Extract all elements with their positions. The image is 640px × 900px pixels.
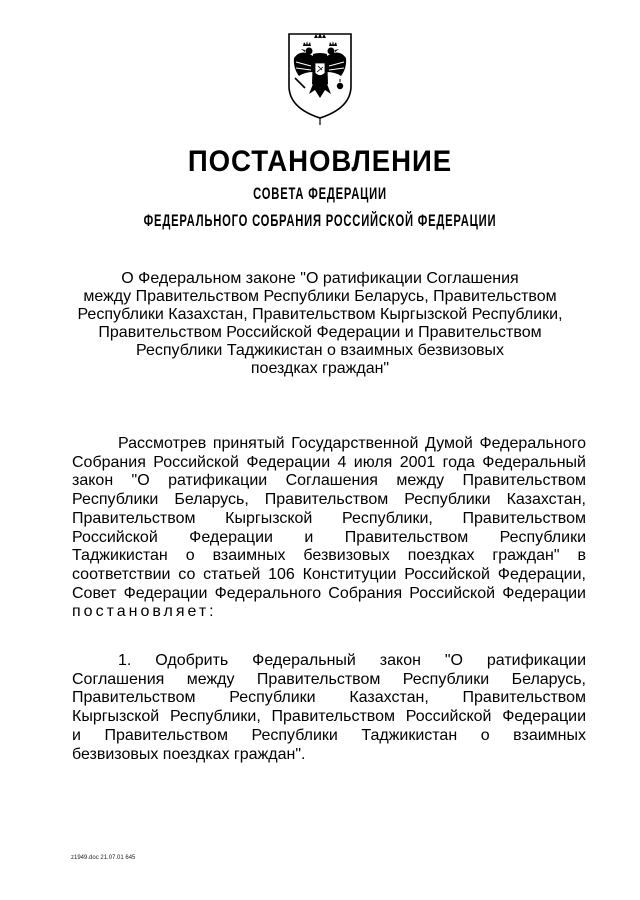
paragraph-line: безвизовых поездках граждан". (72, 745, 306, 763)
paragraph-line: Республики Беларусь, Правительством Республики Казахстан, (72, 491, 586, 509)
title-line: Республики Казахстан, Правительством Кыргызской Республики, (77, 306, 563, 323)
resolves-word: постановляет: (72, 603, 217, 621)
preamble-paragraph (72, 435, 586, 622)
title-line: поездках граждан" (250, 360, 390, 377)
paragraph-line: Соглашения между Правительством Республики Беларусь, (72, 670, 586, 688)
document-type-heading: ПОСТАНОВЛЕНИЕ (187, 145, 453, 178)
footer-file-code: z1949.doc 21.07.01 645 (71, 855, 136, 861)
paragraph-line: Совет Федерации Федерального Собрания Российской Федерации (72, 584, 586, 602)
paragraph-line: Российской Федерации и Правительством Республики (72, 528, 586, 546)
paragraph-line: Таджикистан о взаимных безвизовых поездках граждан" в (72, 547, 586, 565)
paragraph-line: Собрания Российской Федерации 4 июля 2001 года Федеральный (72, 453, 586, 471)
document-title (55, 270, 585, 378)
paragraph-line: Правительством Республики Казахстан, Правительством (72, 689, 586, 707)
paragraph-line: соответствии со статьей 106 Конституции Российской Федерации, (72, 565, 586, 583)
paragraph-line: Кыргызской Республики, Правительством Российской Федерации (72, 708, 586, 726)
title-line: Правительством Российской Федерации и Правительством (98, 324, 542, 341)
paragraph-line: и Правительством Республики Таджикистан о взаимных (72, 726, 586, 744)
title-line: Республики Таджикистан о взаимных безвизовых (136, 342, 504, 359)
issuer-line-1: СОВЕТА ФЕДЕРАЦИИ (253, 184, 387, 203)
paragraph-line: Рассмотрев принятый Государственной Думой Федерального (118, 435, 586, 452)
title-line: между Правительством Республики Беларусь, Правительством (83, 288, 557, 305)
coat-of-arms-emblem (283, 28, 357, 126)
resolution-item-1 (72, 652, 586, 764)
title-line: О Федеральном законе "О ратификации Соглашения (121, 270, 519, 287)
paragraph-line: закон "О ратификации Соглашения между Правительством (72, 472, 586, 490)
issuer-line-2: ФЕДЕРАЛЬНОГО СОБРАНИЯ РОССИЙСКОЙ ФЕДЕРАЦИИ (143, 211, 497, 230)
paragraph-line: Правительством Кыргызской Республики, Правительством (72, 509, 586, 527)
paragraph-line: 1. Одобрить Федеральный закон "О ратификации (118, 652, 586, 669)
